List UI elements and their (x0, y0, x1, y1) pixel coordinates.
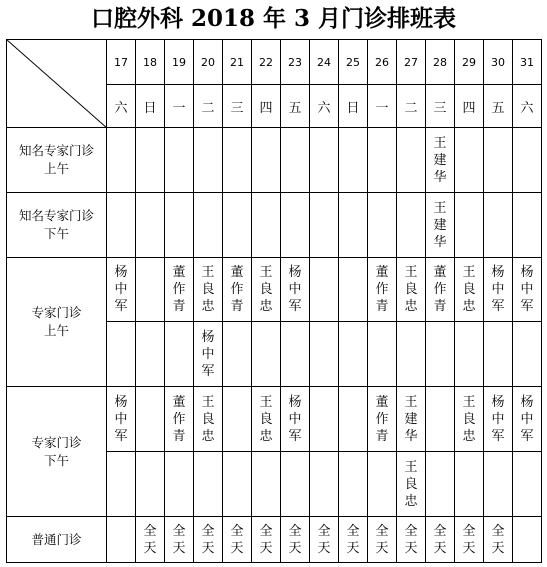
schedule-cell (252, 517, 281, 563)
doctor-name: 董作青 (172, 265, 186, 314)
date-cell: 19 (165, 40, 194, 85)
schedule-cell (426, 258, 455, 322)
schedule-cell (107, 193, 136, 258)
schedule-cell (223, 258, 252, 322)
schedule-cell (426, 193, 455, 258)
schedule-cell (136, 322, 165, 387)
schedule-cell (397, 258, 426, 322)
schedule-cell (484, 517, 513, 563)
doctor-name: 王良忠 (259, 394, 273, 444)
date-cell: 26 (368, 40, 397, 85)
weekday-cell: 四 (455, 85, 484, 128)
weekday-cell: 六 (107, 85, 136, 128)
corner-cell (7, 40, 107, 128)
schedule-cell (194, 128, 223, 193)
doctor-name: 杨中军 (288, 265, 302, 314)
schedule-cell (455, 452, 484, 517)
schedule-cell (513, 258, 542, 322)
schedule-cell (223, 193, 252, 258)
schedule-cell (281, 322, 310, 387)
schedule-cell (281, 452, 310, 517)
schedule-cell (397, 193, 426, 258)
schedule-cell (339, 322, 368, 387)
doctor-name: 王良忠 (462, 394, 476, 444)
schedule-cell (513, 517, 542, 563)
schedule-cell (136, 258, 165, 322)
schedule-cell (310, 387, 339, 452)
doctor-name: 全天 (172, 523, 186, 556)
schedule-cell (368, 322, 397, 387)
date-cell: 24 (310, 40, 339, 85)
row-label-famous-am: 知名专家门诊 上午 (7, 128, 107, 193)
date-cell: 31 (513, 40, 542, 85)
schedule-cell (339, 452, 368, 517)
date-cell: 28 (426, 40, 455, 85)
doctor-name: 董作青 (230, 265, 244, 314)
schedule-cell (397, 322, 426, 387)
doctor-name: 全天 (404, 523, 418, 556)
schedule-cell (397, 452, 426, 517)
doctor-name: 全天 (288, 523, 302, 556)
schedule-cell (426, 322, 455, 387)
weekday-cell: 一 (368, 85, 397, 128)
schedule-cell (165, 258, 194, 322)
expert-am-row-1 (7, 258, 542, 322)
schedule-cell (252, 452, 281, 517)
schedule-cell (136, 517, 165, 563)
doctor-name: 全天 (143, 523, 157, 556)
schedule-cell (252, 322, 281, 387)
doctor-name: 全天 (317, 523, 331, 556)
schedule-cell (426, 128, 455, 193)
doctor-name: 全天 (491, 523, 505, 556)
schedule-cell (281, 387, 310, 452)
schedule-cell (252, 128, 281, 193)
doctor-name: 杨中军 (201, 329, 215, 379)
doctor-name: 全天 (201, 523, 215, 556)
famous-expert-am-row (7, 128, 542, 193)
schedule-cell (368, 258, 397, 322)
doctor-name: 王良忠 (404, 459, 418, 509)
schedule-cell (368, 387, 397, 452)
schedule-cell (136, 387, 165, 452)
row-label-general: 普通门诊 (7, 517, 107, 563)
date-cell: 22 (252, 40, 281, 85)
doctor-name: 全天 (259, 523, 273, 556)
schedule-cell (194, 387, 223, 452)
schedule-table (6, 39, 542, 563)
schedule-cell (252, 387, 281, 452)
schedule-cell (223, 517, 252, 563)
schedule-cell (397, 517, 426, 563)
schedule-cell (194, 517, 223, 563)
schedule-cell (310, 517, 339, 563)
weekday-cell: 六 (513, 85, 542, 128)
date-cell: 27 (397, 40, 426, 85)
schedule-cell (165, 452, 194, 517)
schedule-cell (397, 387, 426, 452)
schedule-cell (426, 452, 455, 517)
row-label-famous-pm: 知名专家门诊 下午 (7, 193, 107, 258)
schedule-cell (484, 452, 513, 517)
weekday-cell: 三 (426, 85, 455, 128)
date-cell: 25 (339, 40, 368, 85)
schedule-cell (223, 387, 252, 452)
weekday-cell: 三 (223, 85, 252, 128)
doctor-name: 全天 (462, 523, 476, 556)
schedule-cell (165, 193, 194, 258)
schedule-cell (165, 387, 194, 452)
doctor-name: 王良忠 (201, 265, 215, 314)
schedule-cell (310, 128, 339, 193)
schedule-cell (513, 322, 542, 387)
doctor-name: 王良忠 (404, 265, 418, 314)
date-cell: 20 (194, 40, 223, 85)
doctor-name: 全天 (346, 523, 360, 556)
doctor-name: 董作青 (375, 394, 389, 444)
schedule-cell (397, 128, 426, 193)
schedule-cell (368, 193, 397, 258)
weekday-cell: 四 (252, 85, 281, 128)
schedule-cell (426, 387, 455, 452)
date-cell: 18 (136, 40, 165, 85)
schedule-cell (455, 322, 484, 387)
schedule-cell (368, 517, 397, 563)
schedule-cell (136, 193, 165, 258)
schedule-cell (136, 128, 165, 193)
doctor-name: 杨中军 (491, 265, 505, 314)
schedule-cell (339, 387, 368, 452)
doctor-name: 董作青 (433, 265, 447, 314)
weekday-cell: 二 (397, 85, 426, 128)
schedule-cell (513, 193, 542, 258)
schedule-cell (310, 322, 339, 387)
schedule-cell (310, 452, 339, 517)
weekday-cell: 日 (136, 85, 165, 128)
doctor-name: 王建华 (404, 394, 418, 444)
schedule-cell (339, 193, 368, 258)
schedule-cell (455, 128, 484, 193)
doctor-name: 杨中军 (520, 394, 534, 444)
doctor-name: 杨中军 (114, 394, 128, 444)
schedule-cell (107, 452, 136, 517)
schedule-cell (223, 128, 252, 193)
date-cell: 29 (455, 40, 484, 85)
schedule-cell (368, 452, 397, 517)
schedule-cell (513, 452, 542, 517)
weekday-cell: 日 (339, 85, 368, 128)
schedule-cell (455, 193, 484, 258)
expert-pm-row-1 (7, 387, 542, 452)
row-label-expert-pm: 专家门诊 下午 (7, 387, 107, 517)
date-row (7, 40, 542, 85)
schedule-cell (281, 517, 310, 563)
doctor-name: 王良忠 (462, 265, 476, 314)
schedule-cell (165, 517, 194, 563)
row-label-expert-am: 专家门诊 上午 (7, 258, 107, 387)
weekday-cell: 二 (194, 85, 223, 128)
schedule-cell (339, 128, 368, 193)
schedule-cell (136, 452, 165, 517)
schedule-cell (310, 258, 339, 322)
doctor-name: 杨中军 (491, 394, 505, 444)
schedule-cell (513, 128, 542, 193)
schedule-cell (194, 322, 223, 387)
famous-expert-pm-row (7, 193, 542, 258)
doctor-name: 全天 (433, 523, 447, 556)
schedule-cell (107, 128, 136, 193)
schedule-cell (107, 387, 136, 452)
schedule-cell (339, 258, 368, 322)
schedule-cell (368, 128, 397, 193)
schedule-cell (223, 452, 252, 517)
doctor-name: 全天 (375, 523, 389, 556)
doctor-name: 杨中军 (520, 265, 534, 314)
doctor-name: 王建华 (433, 200, 447, 250)
schedule-cell (310, 193, 339, 258)
date-cell: 23 (281, 40, 310, 85)
schedule-cell (455, 258, 484, 322)
schedule-cell (107, 258, 136, 322)
doctor-name: 全天 (230, 523, 244, 556)
schedule-cell (339, 517, 368, 563)
schedule-cell (281, 193, 310, 258)
schedule-cell (484, 128, 513, 193)
weekday-cell: 六 (310, 85, 339, 128)
doctor-name: 王良忠 (259, 265, 273, 314)
schedule-cell (281, 258, 310, 322)
schedule-cell (484, 322, 513, 387)
schedule-cell (455, 517, 484, 563)
schedule-cell (426, 517, 455, 563)
date-cell: 30 (484, 40, 513, 85)
schedule-cell (223, 322, 252, 387)
schedule-cell (107, 517, 136, 563)
schedule-cell (194, 193, 223, 258)
schedule-cell (455, 387, 484, 452)
weekday-cell: 一 (165, 85, 194, 128)
doctor-name: 董作青 (172, 394, 186, 444)
page-title: 口腔外科 2018 年 3 月门诊排班表 (90, 5, 457, 32)
schedule-cell (165, 128, 194, 193)
schedule-cell (484, 387, 513, 452)
schedule-cell (484, 193, 513, 258)
schedule-cell (194, 452, 223, 517)
diagonal-line (7, 40, 107, 128)
schedule-cell (252, 258, 281, 322)
schedule-cell (165, 322, 194, 387)
doctor-name: 杨中军 (288, 394, 302, 444)
schedule-cell (513, 387, 542, 452)
schedule-cell (484, 258, 513, 322)
weekday-cell: 五 (281, 85, 310, 128)
schedule-cell (281, 128, 310, 193)
date-cell: 21 (223, 40, 252, 85)
schedule-cell (107, 322, 136, 387)
doctor-name: 董作青 (375, 265, 389, 314)
general-clinic-row (7, 517, 542, 563)
doctor-name: 王良忠 (201, 394, 215, 444)
doctor-name: 杨中军 (114, 265, 128, 314)
date-cell: 17 (107, 40, 136, 85)
doctor-name: 王建华 (433, 135, 447, 185)
schedule-cell (194, 258, 223, 322)
schedule-cell (252, 193, 281, 258)
weekday-cell: 五 (484, 85, 513, 128)
